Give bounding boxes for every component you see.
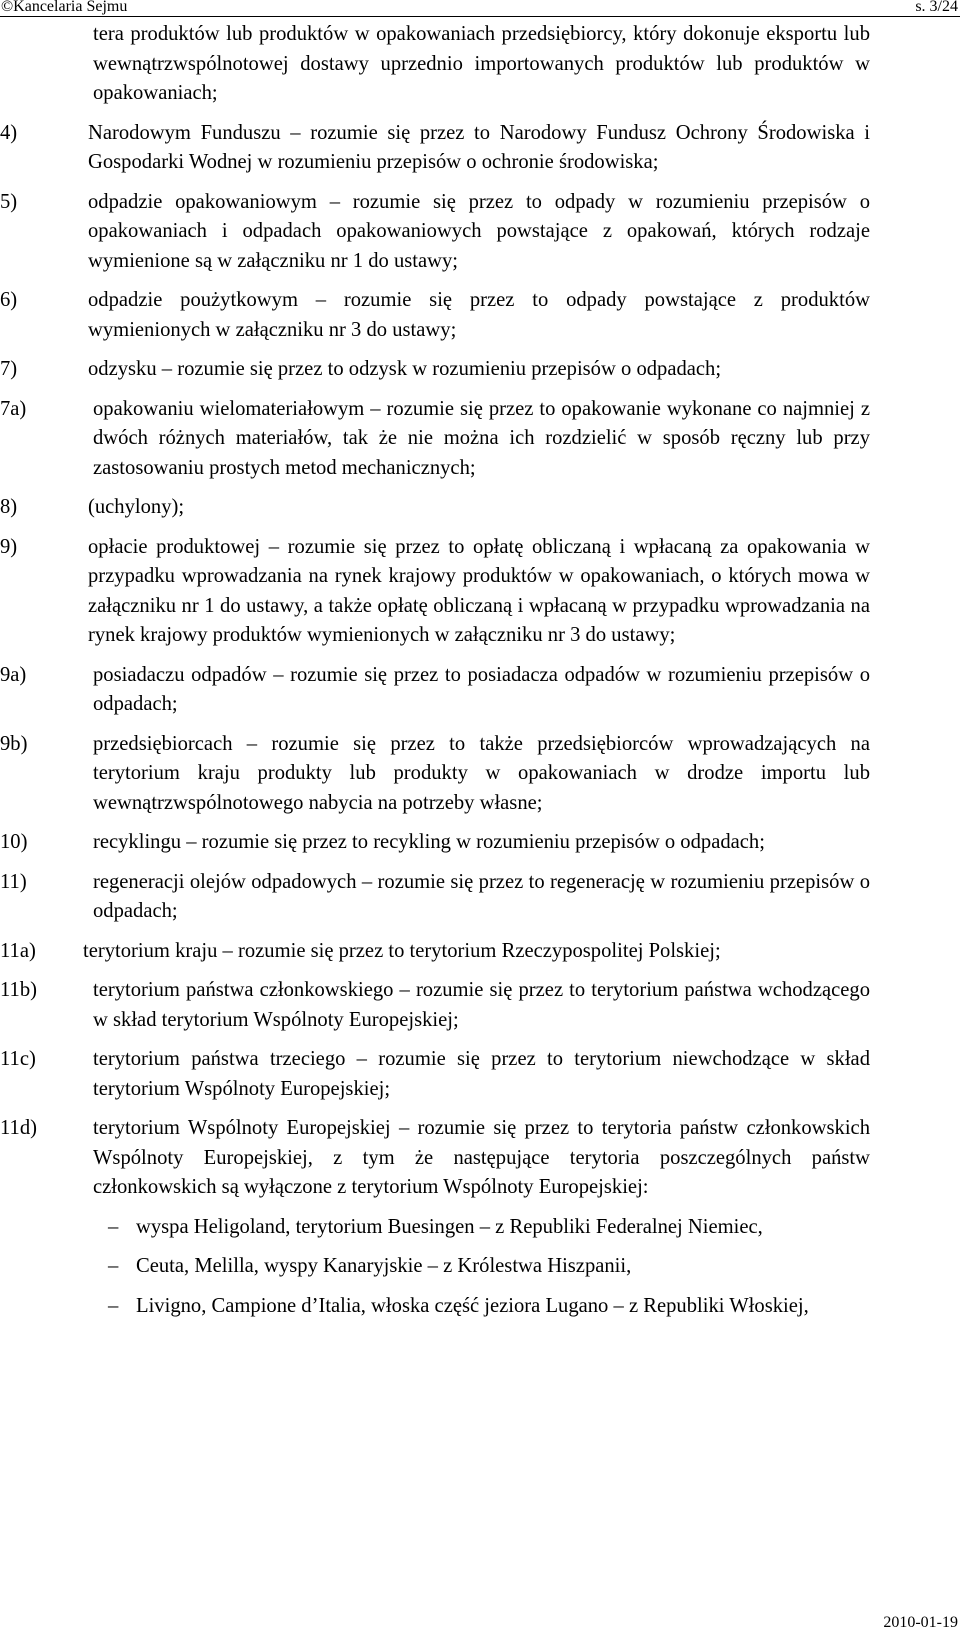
item-number: 9b): [0, 732, 28, 755]
definition-item: [0, 661, 960, 720]
item-number: 9a): [0, 663, 27, 686]
page-header: [0, 0, 960, 16]
item-number: 5): [0, 190, 18, 213]
item-number: 11b): [0, 979, 37, 1001]
item-number: 11): [0, 870, 27, 893]
item-number: 11a): [0, 939, 36, 962]
dash-marker: –: [108, 1215, 119, 1238]
definition-item: [0, 828, 960, 858]
item-text: terytorium państwa trzeciego – rozumie się przez to terytorium niewchodzące w skład terytorium Wspólnoty Europejskiej;: [93, 1048, 870, 1100]
header-page-number: s. 3/24: [915, 0, 958, 15]
item-text: terytorium Wspólnoty Europejskiej – rozumie się przez to terytoria państw członkowskich Wspólnoty Europejskiej, z tym że następujące terytoria poszczególnych państw członkowskich są wyłączone z terytorium Wspólnoty Europejskiej:: [93, 1117, 870, 1198]
dash-item: [0, 1292, 960, 1322]
definition-item: [0, 119, 960, 178]
item-number: 11d): [0, 1117, 37, 1139]
item-number: 11c): [0, 1048, 36, 1070]
item-number: 8): [0, 496, 18, 518]
item-text: odpadzie poużytkowym – rozumie się przez to odpady powstające z produktów wymienionych w załączniku nr 3 do ustawy;: [88, 289, 870, 341]
definition-item: [0, 188, 960, 277]
continuation-paragraph: tera produktów lub produktów w opakowaniach przedsiębiorcy, który dokonuje eksportu lub wewnątrzwspólnotowej dostawy uprzednio importowanych produktów lub produktów w opakowaniach;: [93, 23, 870, 104]
item-number: 6): [0, 289, 18, 311]
item-text: przedsiębiorcach – rozumie się przez to także przedsiębiorców wprowadzających na terytorium kraju produkty lub produkty w opakowaniach w drodze importu lub wewnątrzwspólnotowego nabycia na potrzeby własne;: [93, 732, 870, 814]
definition-item: [0, 976, 960, 1035]
dash-item: [0, 1213, 960, 1243]
item-text: (uchylony);: [88, 496, 185, 518]
dash-marker: –: [108, 1294, 119, 1317]
definition-item: [0, 730, 960, 819]
document-body: [0, 20, 960, 1331]
dash-marker: –: [108, 1255, 119, 1277]
item-text: regeneracji olejów odpadowych – rozumie się przez to regenerację w rozumieniu przepisów o odpadach;: [93, 870, 870, 922]
item-text: recyklingu – rozumie się przez to recykling w rozumieniu przepisów o odpadach;: [93, 831, 765, 853]
item-number: 7): [0, 358, 18, 380]
dash-item: [0, 1252, 960, 1282]
dash-text: wyspa Heligoland, terytorium Buesingen – z Republiki Federalnej Niemiec,: [136, 1215, 763, 1238]
item-text: posiadaczu odpadów – rozumie się przez to posiadacza odpadów w rozumieniu przepisów o odpadach;: [93, 663, 870, 715]
definition-item: [0, 1045, 960, 1104]
definition-item: [0, 868, 960, 927]
definition-item: [0, 286, 960, 345]
header-copyright: ©Kancelaria Sejmu: [1, 0, 128, 15]
dash-text: Livigno, Campione d’Italia, włoska część jeziora Lugano – z Republiki Włoskiej,: [136, 1294, 809, 1317]
dash-text: Ceuta, Melilla, wyspy Kanaryjskie – z Królestwa Hiszpanii,: [136, 1255, 632, 1277]
definition-item: [0, 493, 960, 523]
item-text: odzysku – rozumie się przez to odzysk w rozumieniu przepisów o odpadach;: [88, 358, 722, 380]
item-text: odpadzie opakowaniowym – rozumie się przez to odpady w rozumieniu przepisów o opakowaniach i odpadach opakowaniowych powstające z opakowań, których rodzaje wymienione są w załączniku nr 1 do ustawy;: [88, 190, 870, 272]
footer-date: 2010-01-19: [883, 1614, 958, 1631]
definition-item: [0, 533, 960, 651]
item-text: terytorium państwa członkowskiego – rozumie się przez to terytorium państwa wchodzącego w skład terytorium Wspólnoty Europejskiej;: [93, 979, 870, 1031]
definition-item: [0, 1114, 960, 1203]
header-rule: [0, 16, 960, 17]
definition-item: [0, 937, 960, 967]
definition-item: [0, 395, 960, 484]
item-number: 4): [0, 121, 18, 144]
item-number: 10): [0, 831, 28, 853]
item-number: 9): [0, 535, 18, 558]
item-number: 7a): [0, 397, 27, 420]
item-text: opłacie produktowej – rozumie się przez to opłatę obliczaną i wpłacaną za opakowania w przypadku wprowadzania na rynek krajowy produktów w opakowaniach, o których mowa w załączniku nr 1 do ustawy, a także opłatę obliczaną i wpłacaną w przypadku wprowadzania na rynek krajowy produktów wymienionych w załączniku nr 3 do ustawy;: [88, 535, 870, 646]
item-text: terytorium kraju – rozumie się przez to terytorium Rzeczypospolitej Polskiej;: [83, 939, 721, 962]
item-text: opakowaniu wielomateriałowym – rozumie się przez to opakowanie wykonane co najmniej z dwóch różnych materiałów, tak że nie można ich rozdzielić w sposób ręczny lub przy zastosowaniu prostych metod mechanicznych;: [93, 397, 870, 479]
definition-item: [0, 355, 960, 385]
item-text: Narodowym Funduszu – rozumie się przez to Narodowy Fundusz Ochrony Środowiska i Gospodarki Wodnej w rozumieniu przepisów o ochronie środowiska;: [88, 121, 870, 173]
